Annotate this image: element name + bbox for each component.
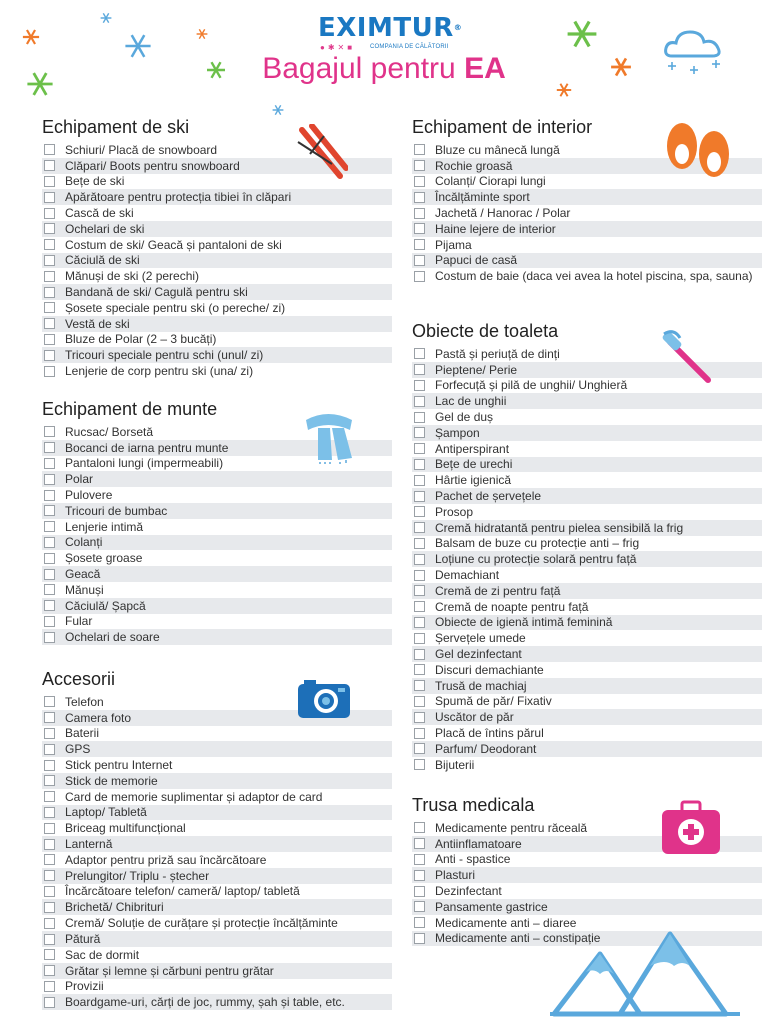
checklist-item[interactable] <box>42 221 392 237</box>
checkbox[interactable] <box>44 144 55 155</box>
checklist-item-label: Prosop <box>435 504 474 519</box>
checklist-item[interactable] <box>42 471 392 487</box>
checklist-item-label: Șosete speciale pentru ski (o pereche/ zi) <box>65 300 286 315</box>
checklist-item-label: Medicamente pentru răceală <box>435 820 588 835</box>
checkbox[interactable] <box>44 584 55 595</box>
checklist-item[interactable] <box>42 789 392 805</box>
checklist-item[interactable] <box>42 316 392 332</box>
checklist-item-label: Dezinfectant <box>435 884 502 899</box>
checkbox[interactable] <box>414 570 425 581</box>
section-heading: Echipament de ski <box>42 117 190 137</box>
checklist-item-label: Medicamente anti – constipație <box>435 931 601 946</box>
checkbox[interactable] <box>44 160 55 171</box>
checkbox[interactable] <box>414 348 425 359</box>
checklist-item[interactable] <box>42 947 392 963</box>
checkbox[interactable] <box>44 696 55 707</box>
checklist-item-label: Papuci de casă <box>435 253 518 268</box>
checkbox[interactable] <box>44 997 55 1008</box>
checklist-item-label: Căciulă/ Șapcă <box>65 598 146 613</box>
checklist-item-label: Șampon <box>435 425 480 440</box>
checklist-item-label: Cremă de noapte pentru față <box>435 599 589 614</box>
checklist-item-label: Pătură <box>65 932 101 947</box>
checklist-item-label: Căciulă de ski <box>65 253 140 268</box>
checklist-item-label: Hârtie igienică <box>435 473 512 488</box>
snowflake-icon <box>100 12 112 24</box>
checklist-item-label: Trusă de machiaj <box>435 678 527 693</box>
checklist-item-label: Cremă hidratantă pentru pielea sensibilă la frig <box>435 520 684 535</box>
checklist-item-label: Camera foto <box>65 710 132 725</box>
camera-icon <box>294 674 354 722</box>
checkbox[interactable] <box>414 870 425 881</box>
checklist-item-label: Antiperspirant <box>435 441 510 456</box>
checklist-item[interactable] <box>412 741 762 757</box>
checklist-item[interactable] <box>412 409 762 425</box>
section-heading: Echipament de munte <box>42 399 218 419</box>
checklist-item-label: Ochelari de ski <box>65 221 145 236</box>
checklist-item[interactable] <box>412 536 762 552</box>
checkbox[interactable] <box>414 917 425 928</box>
checklist-item-label: Haine lejere de interior <box>435 221 556 236</box>
checkbox[interactable] <box>414 617 425 628</box>
checklist-item[interactable] <box>412 599 762 615</box>
checkbox[interactable] <box>44 854 55 865</box>
checkbox[interactable] <box>414 680 425 691</box>
checklist-item-label: Lenjerie de corp pentru ski (una/ zi) <box>65 364 254 379</box>
checklist-item-label: Parfum/ Deodorant <box>435 741 537 756</box>
checkbox[interactable] <box>44 965 55 976</box>
checklist-item[interactable] <box>42 773 392 789</box>
checkbox[interactable] <box>414 412 425 423</box>
checklist-item[interactable] <box>412 504 762 520</box>
checkbox[interactable] <box>44 616 55 627</box>
checklist-item[interactable] <box>412 441 762 457</box>
checklist-item-label: Fular <box>65 614 93 629</box>
checklist-item[interactable] <box>42 487 392 503</box>
checklist-item[interactable] <box>412 205 762 221</box>
checklist-item-label: Tricouri speciale pentru schi (unul/ zi) <box>65 348 264 363</box>
checklist-item[interactable] <box>42 189 392 205</box>
checkbox[interactable] <box>414 364 425 375</box>
checklist-item[interactable] <box>412 472 762 488</box>
checkbox[interactable] <box>414 475 425 486</box>
checklist-item[interactable] <box>412 425 762 441</box>
checkbox[interactable] <box>44 255 55 266</box>
checklist-item[interactable] <box>42 237 392 253</box>
checkbox[interactable] <box>414 759 425 770</box>
snowflake-icon <box>566 18 598 50</box>
checklist-item[interactable] <box>412 551 762 567</box>
toothbrush-icon <box>660 330 714 386</box>
checklist-item[interactable] <box>412 725 762 741</box>
checklist-item-label: Pachet de șervețele <box>435 489 542 504</box>
checkbox[interactable] <box>414 208 425 219</box>
checkbox[interactable] <box>414 176 425 187</box>
checklist-item[interactable] <box>412 867 762 883</box>
checklist-item-label: Polar <box>65 472 94 487</box>
checkbox[interactable] <box>414 933 425 944</box>
checkbox[interactable] <box>414 144 425 155</box>
checklist-item-label: Demachiant <box>435 568 500 583</box>
page-title-text: Bagajul pentru <box>262 52 456 85</box>
checklist-item-label: Stick pentru Internet <box>65 758 173 773</box>
checklist-item[interactable] <box>412 189 762 205</box>
checklist-item[interactable] <box>412 253 762 269</box>
checklist-item-label: Colanți/ Ciorapi lungi <box>435 174 546 189</box>
checkbox[interactable] <box>414 506 425 517</box>
checklist-item-label: Schiuri/ Placă de snowboard <box>65 142 218 157</box>
checklist-item[interactable] <box>42 805 392 821</box>
checkbox[interactable] <box>44 712 55 723</box>
checklist-item-label: Rochie groasă <box>435 158 513 173</box>
checklist-item[interactable] <box>42 503 392 519</box>
checklist-item[interactable] <box>42 566 392 582</box>
checkbox[interactable] <box>44 350 55 361</box>
checkbox[interactable] <box>44 744 55 755</box>
checklist-item[interactable] <box>412 520 762 536</box>
checkbox[interactable] <box>44 334 55 345</box>
checklist-item-label: Costum de ski/ Geacă și pantaloni de ski <box>65 237 282 252</box>
checkbox[interactable] <box>44 791 55 802</box>
snowflake-icon <box>272 104 284 116</box>
checklist-item[interactable] <box>42 994 392 1010</box>
checklist-item[interactable] <box>42 535 392 551</box>
checkbox[interactable] <box>414 743 425 754</box>
checklist-item-label: Forfecuță și pilă de unghii/ Unghieră <box>435 378 628 393</box>
checkbox[interactable] <box>414 160 425 171</box>
checklist-item-label: Cască de ski <box>65 206 134 221</box>
checklist-item[interactable] <box>42 550 392 566</box>
checklist-item-label: Gel dezinfectant <box>435 647 522 662</box>
checklist-item-label: Șosete groase <box>65 551 143 566</box>
checkbox[interactable] <box>44 902 55 913</box>
mountains-icon <box>550 928 740 1018</box>
skis-icon <box>296 124 348 182</box>
checkbox[interactable] <box>414 223 425 234</box>
logo-text: EXIMTUR® <box>318 13 463 43</box>
checklist-item-label: Stick de memorie <box>65 773 158 788</box>
checkbox[interactable] <box>414 838 425 849</box>
checklist-item-label: Jachetă / Hanorac / Polar <box>435 206 571 221</box>
checklist-item[interactable] <box>42 931 392 947</box>
checklist-item-label: Costum de baie (daca vei avea la hotel piscina, spa, sauna) <box>435 269 753 284</box>
checklist-item-label: Cremă/ Soluție de curățare și protecție încălțăminte <box>65 916 338 931</box>
checklist-item-label: Tricouri de bumbac <box>65 503 168 518</box>
checklist-item-label: Lenjerie intimă <box>65 519 144 534</box>
checkbox[interactable] <box>414 491 425 502</box>
snowflake-icon <box>22 28 40 46</box>
checklist-item-label: Baterii <box>65 726 100 741</box>
checklist-item-label: Pijama <box>435 237 472 252</box>
checklist-item-label: Boardgame-uri, cărți de joc, rummy, șah și table, etc. <box>65 995 345 1010</box>
checkbox[interactable] <box>44 490 55 501</box>
checkbox[interactable] <box>414 822 425 833</box>
checklist-item[interactable] <box>412 646 762 662</box>
checklist-item-label: Provizii <box>65 979 104 994</box>
checkbox[interactable] <box>414 239 425 250</box>
checkbox[interactable] <box>414 396 425 407</box>
checklist-item[interactable] <box>42 884 392 900</box>
checklist-item[interactable] <box>42 332 392 348</box>
checkbox[interactable] <box>414 728 425 739</box>
checklist-item-label: Balsam de buze cu protecție anti – frig <box>435 536 640 551</box>
checkbox[interactable] <box>44 223 55 234</box>
checkbox[interactable] <box>44 442 55 453</box>
checkbox[interactable] <box>414 271 425 282</box>
checklist-item-label: Bocanci de iarna pentru munte <box>65 440 229 455</box>
checklist-item[interactable] <box>42 284 392 300</box>
section-heading: Accesorii <box>42 669 116 689</box>
checklist-item-label: Pastă și periuță de dinți <box>435 346 560 361</box>
checklist-item[interactable] <box>412 567 762 583</box>
checklist-item[interactable] <box>42 614 392 630</box>
checklist-item-label: Laptop/ Tabletă <box>65 805 147 820</box>
checkbox[interactable] <box>414 192 425 203</box>
checklist-item-label: Brichetă/ Chibrituri <box>65 900 164 915</box>
checklist-item[interactable] <box>42 598 392 614</box>
checklist-item[interactable] <box>42 519 392 535</box>
checklist-item[interactable] <box>412 268 762 284</box>
checklist-item-label: Cremă de zi pentru față <box>435 583 561 598</box>
checklist-item[interactable] <box>42 300 392 316</box>
checklist-item-label: Placă de întins părul <box>435 726 544 741</box>
checkbox[interactable] <box>414 696 425 707</box>
checkbox[interactable] <box>44 537 55 548</box>
checklist-item-label: Pantaloni lungi (impermeabili) <box>65 456 224 471</box>
checklist-item[interactable] <box>412 662 762 678</box>
snowflake-icon <box>124 32 152 60</box>
checklist-item-label: Vestă de ski <box>65 316 130 331</box>
checkbox[interactable] <box>414 585 425 596</box>
checklist-item-label: Rucsac/ Borsetă <box>65 424 154 439</box>
checkbox[interactable] <box>44 839 55 850</box>
checklist-item[interactable] <box>42 820 392 836</box>
checklist-item-label: Mănuși <box>65 582 104 597</box>
checkbox[interactable] <box>44 458 55 469</box>
checklist-item-label: Clăpari/ Boots pentru snowboard <box>65 158 240 173</box>
checkbox[interactable] <box>414 459 425 470</box>
checklist-item-label: Antiinflamatoare <box>435 836 522 851</box>
checklist-item[interactable] <box>42 852 392 868</box>
checklist-item-label: Medicamente anti – diaree <box>435 915 577 930</box>
checklist-item-label: Anti - spastice <box>435 852 511 867</box>
checklist-item-label: Șervețele umede <box>435 631 526 646</box>
checkbox[interactable] <box>44 271 55 282</box>
checklist-item[interactable] <box>42 899 392 915</box>
checklist-item-label: Bluze cu mânecă lungă <box>435 142 560 157</box>
checklist-item-label: Bijuterii <box>435 757 475 772</box>
checklist-item-label: Mănuși de ski (2 perechi) <box>65 269 200 284</box>
checklist-item[interactable] <box>412 221 762 237</box>
checkbox[interactable] <box>44 760 55 771</box>
checkbox[interactable] <box>44 632 55 643</box>
checklist-item-label: Uscător de păr <box>435 710 514 725</box>
checklist-item-label: Card de memorie suplimentar și adaptor de card <box>65 789 323 804</box>
checklist-item[interactable] <box>412 757 762 773</box>
first-aid-kit-icon <box>660 800 722 856</box>
checklist-item[interactable] <box>42 979 392 995</box>
checklist-item[interactable] <box>412 488 762 504</box>
checkbox[interactable] <box>414 854 425 865</box>
checklist-item-label: Pieptene/ Perie <box>435 362 518 377</box>
checklist-item-label: Spumă de păr/ Fixativ <box>435 694 552 709</box>
checkbox[interactable] <box>44 949 55 960</box>
checkbox[interactable] <box>414 427 425 438</box>
checkbox[interactable] <box>44 192 55 203</box>
snowflake-icon <box>556 82 572 98</box>
checklist-item[interactable] <box>42 868 392 884</box>
checkbox[interactable] <box>44 934 55 945</box>
section-heading: Echipament de interior <box>412 117 593 137</box>
checkbox[interactable] <box>44 474 55 485</box>
checkbox[interactable] <box>44 569 55 580</box>
checkbox[interactable] <box>44 728 55 739</box>
checkbox[interactable] <box>44 775 55 786</box>
checkbox[interactable] <box>44 918 55 929</box>
checkbox[interactable] <box>414 664 425 675</box>
checklist-item[interactable] <box>42 363 392 379</box>
cloud-icon <box>662 26 726 78</box>
checklist-item-label: Geacă <box>65 567 101 582</box>
header <box>0 0 768 110</box>
checklist-item-label: Discuri demachiante <box>435 662 544 677</box>
checkbox[interactable] <box>44 426 55 437</box>
checklist-item[interactable] <box>412 615 762 631</box>
checklist-item[interactable] <box>42 963 392 979</box>
checklist-item-label: Ochelari de soare <box>65 630 160 645</box>
checklist-item-label: Briceag multifuncțional <box>65 821 186 836</box>
checkbox[interactable] <box>44 981 55 992</box>
checkbox[interactable] <box>44 600 55 611</box>
checklist-item-label: Bețe de urechi <box>435 457 513 472</box>
checkbox[interactable] <box>414 380 425 391</box>
checklist-item-label: Gel de duș <box>435 410 494 425</box>
page-title-suffix: EA <box>464 52 506 85</box>
checklist-item[interactable] <box>42 726 392 742</box>
checklist-item[interactable] <box>412 678 762 694</box>
checklist-item[interactable] <box>42 347 392 363</box>
checkbox[interactable] <box>44 366 55 377</box>
checklist-item-label: GPS <box>65 742 91 757</box>
snowflake-icon <box>610 56 632 78</box>
checkbox[interactable] <box>414 443 425 454</box>
logo-symbols-icon: ●✱✕■ <box>320 43 356 52</box>
checklist-item[interactable] <box>412 899 762 915</box>
snowflake-icon <box>206 60 226 80</box>
checkbox[interactable] <box>44 553 55 564</box>
checklist-item[interactable] <box>412 393 762 409</box>
checkbox[interactable] <box>44 208 55 219</box>
checkbox[interactable] <box>44 807 55 818</box>
checklist-item-label: Grătar și lemne și cărbuni pentru grătar <box>65 963 274 978</box>
checklist-item[interactable] <box>42 915 392 931</box>
checklist-item[interactable] <box>42 205 392 221</box>
checklist-item-label: Loțiune cu protecție solară pentru față <box>435 552 637 567</box>
checklist-item-label: Pansamente gastrice <box>435 899 548 914</box>
checklist-item-label: Bandană de ski/ Cagulă pentru ski <box>65 285 248 300</box>
snowflake-icon <box>196 28 208 40</box>
section-heading: Trusa medicala <box>412 795 535 815</box>
checkbox[interactable] <box>44 176 55 187</box>
checklist-item-label: Lanternă <box>65 837 113 852</box>
checkbox[interactable] <box>414 886 425 897</box>
checklist-item-label: Telefon <box>65 694 104 709</box>
checklist-item[interactable] <box>412 709 762 725</box>
checklist-item-label: Colanți <box>65 535 103 550</box>
checklist-item[interactable] <box>42 741 392 757</box>
checklist-item-label: Obiecte de igienă intimă feminină <box>435 615 613 630</box>
brand-logo[interactable] <box>318 13 468 52</box>
checkbox[interactable] <box>44 318 55 329</box>
checklist-item[interactable] <box>412 883 762 899</box>
checklist-item-label: Apărătoare pentru protecția tibiei în clăpari <box>65 190 292 205</box>
logo-tagline: COMPANIA DE CĂLĂTORII <box>370 44 449 50</box>
checklist-item-label: Plasturi <box>435 868 476 883</box>
checkbox[interactable] <box>44 886 55 897</box>
checkbox[interactable] <box>414 601 425 612</box>
checkbox[interactable] <box>414 901 425 912</box>
checkbox[interactable] <box>414 649 425 660</box>
checklist-item-label: Bețe de ski <box>65 174 125 189</box>
checkbox[interactable] <box>414 255 425 266</box>
checklist-item-label: Adaptor pentru priză sau încărcătoare <box>65 852 267 867</box>
checklist-item[interactable] <box>42 836 392 852</box>
checklist-item-label: Sac de dormit <box>65 947 140 962</box>
snowflake-icon <box>26 70 54 98</box>
checkbox[interactable] <box>414 712 425 723</box>
checkbox[interactable] <box>414 538 425 549</box>
checklist-item-label: Încălțăminte sport <box>435 190 530 205</box>
checklist-item[interactable] <box>42 582 392 598</box>
section-toiletries <box>412 320 762 773</box>
slippers-icon <box>664 120 734 182</box>
checklist-item[interactable] <box>412 583 762 599</box>
checkbox[interactable] <box>44 302 55 313</box>
section-heading: Obiecte de toaleta <box>412 321 559 341</box>
checkbox[interactable] <box>414 633 425 644</box>
checkbox[interactable] <box>44 521 55 532</box>
checklist-item-label: Bluze de Polar (2 – 3 bucăți) <box>65 332 217 347</box>
checklist-item-label: Prelungitor/ Triplu - ștecher <box>65 868 210 883</box>
checkbox[interactable] <box>44 870 55 881</box>
checklist-item[interactable] <box>412 237 762 253</box>
checkbox[interactable] <box>44 823 55 834</box>
checkbox[interactable] <box>44 239 55 250</box>
page-title <box>0 52 768 86</box>
checklist-item[interactable] <box>412 457 762 473</box>
checklist-item[interactable] <box>412 694 762 710</box>
checklist-item[interactable] <box>42 757 392 773</box>
checkbox[interactable] <box>44 287 55 298</box>
checkbox[interactable] <box>44 505 55 516</box>
checkbox[interactable] <box>414 554 425 565</box>
checklist-item[interactable] <box>412 630 762 646</box>
checklist-item-label: Lac de unghii <box>435 394 507 409</box>
checklist-item-label: Pulovere <box>65 488 113 503</box>
checklist-item[interactable] <box>42 268 392 284</box>
scarf-icon <box>300 410 358 464</box>
checklist-item-label: Încărcătoare telefon/ cameră/ laptop/ tabletă <box>65 884 300 899</box>
checkbox[interactable] <box>414 522 425 533</box>
checklist-item[interactable] <box>42 253 392 269</box>
checklist-item[interactable] <box>42 629 392 645</box>
